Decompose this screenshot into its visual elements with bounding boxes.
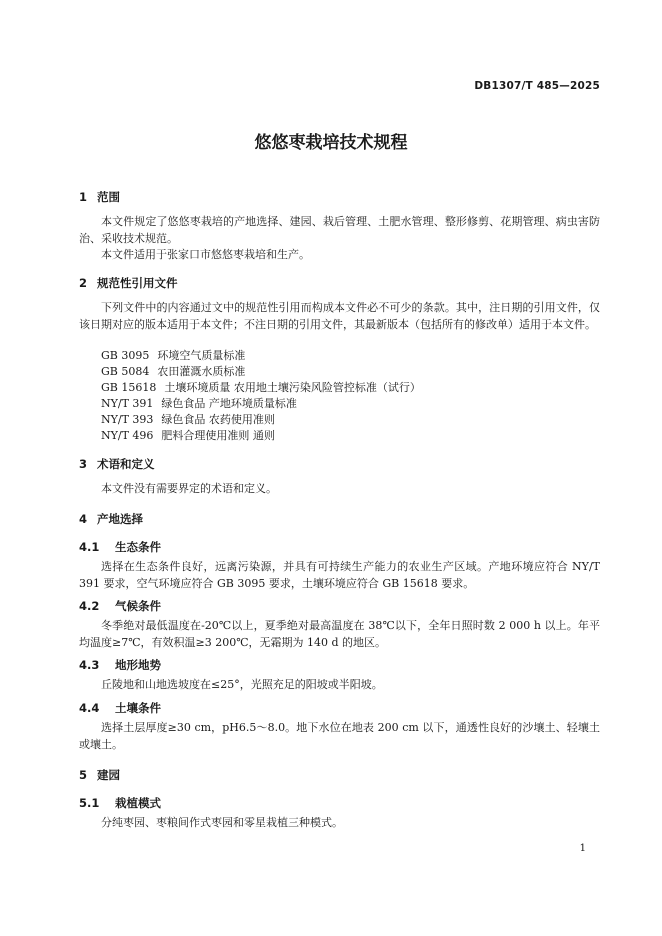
paragraph: 分纯枣园、枣粮间作式枣园和零星栽植三种模式。 — [101, 816, 343, 829]
reference-item — [101, 348, 245, 365]
section-heading-2 — [79, 275, 178, 291]
reference-item — [101, 396, 297, 413]
document-code: DB1307/T 485—2025 — [474, 80, 600, 92]
reference-title: 绿色食品 产地环境质量标准 — [161, 397, 297, 410]
subsection-heading-4-2 — [79, 598, 161, 614]
reference-title: 绿色食品 农药使用准则 — [161, 413, 275, 426]
section-title: 规范性引用文件 — [97, 276, 178, 290]
section-heading-4 — [79, 511, 143, 527]
reference-code: NY/T 393 — [101, 413, 154, 426]
section-number: 3 — [79, 457, 88, 471]
document-title: 悠悠枣栽培技术规程 — [254, 133, 408, 153]
reference-title: 环境空气质量标准 — [157, 349, 246, 362]
subsection-title: 生态条件 — [115, 540, 161, 554]
paragraph: 选择土层厚度≥30 cm，pH6.5～8.0。地下水位在地表 200 cm 以下，通透性良好的沙壤土、轻壤土或壤土。 — [79, 721, 600, 751]
reference-title: 土壤环境质量 农用地土壤污染风险管控标准（试行） — [164, 381, 421, 394]
subsection-title: 土壤条件 — [115, 701, 161, 715]
reference-code: GB 3095 — [101, 349, 150, 362]
paragraph: 本文件没有需要界定的术语和定义。 — [101, 482, 277, 495]
subsection-number: 4.1 — [79, 540, 100, 554]
subsection-heading-5-1 — [79, 795, 161, 811]
section-heading-1 — [79, 189, 120, 205]
subsection-title: 气候条件 — [115, 599, 161, 613]
subsection-number: 4.4 — [79, 701, 100, 715]
subsection-number: 4.3 — [79, 658, 100, 672]
subsection-number: 4.2 — [79, 599, 100, 613]
subsection-heading-4-3 — [79, 657, 161, 673]
section-heading-3 — [79, 456, 155, 472]
section-number: 4 — [79, 512, 88, 526]
section-number: 2 — [79, 276, 88, 290]
section-title: 范围 — [97, 190, 120, 204]
reference-code: GB 15618 — [101, 381, 157, 394]
reference-title: 农田灌溉水质标准 — [157, 365, 246, 378]
reference-item — [101, 428, 275, 445]
paragraph: 本文件规定了悠悠枣栽培的产地选择、建园、栽后管理、土肥水管理、整形修剪、花期管理、病虫害防治、采收技术规范。 — [79, 215, 600, 245]
paragraph: 丘陵地和山地选坡度在≤25°，光照充足的阳坡或半阳坡。 — [101, 678, 383, 691]
section-title: 术语和定义 — [97, 457, 155, 471]
subsection-title: 地形地势 — [115, 658, 161, 672]
subsection-title: 栽植模式 — [115, 796, 161, 810]
paragraph: 下列文件中的内容通过文中的规范性引用而构成本文件必不可少的条款。其中，注日期的引用文件，仅该日期对应的版本适用于本文件；不注日期的引用文件，其最新版本（包括所有的修改单）适用于本文件。 — [79, 301, 600, 331]
reference-item — [101, 412, 275, 429]
section-number: 5 — [79, 768, 88, 782]
section-title: 产地选择 — [97, 512, 143, 526]
reference-title: 肥料合理使用准则 通则 — [161, 429, 275, 442]
paragraph: 冬季绝对最低温度在-20℃以上，夏季绝对最高温度在 38℃以下，全年日照时数 2 000 h 以上。年平均温度≥7℃，有效积温≥3 200℃，无霜期为 140 d 的地区。 — [79, 619, 600, 649]
subsection-number: 5.1 — [79, 796, 100, 810]
reference-item — [101, 364, 245, 381]
reference-code: NY/T 496 — [101, 429, 154, 442]
subsection-heading-4-1 — [79, 539, 161, 555]
section-title: 建园 — [97, 768, 120, 782]
subsection-heading-4-4 — [79, 700, 161, 716]
section-number: 1 — [79, 190, 88, 204]
reference-code: GB 5084 — [101, 365, 150, 378]
page-number: 1 — [579, 843, 586, 854]
paragraph: 本文件适用于张家口市悠悠枣栽培和生产。 — [101, 248, 310, 261]
section-heading-5 — [79, 767, 120, 783]
reference-code: NY/T 391 — [101, 397, 154, 410]
reference-item — [101, 380, 421, 397]
paragraph: 选择在生态条件良好，远离污染源，并具有可持续生产能力的农业生产区域。产地环境应符合 NY/T 391 要求，空气环境应符合 GB 3095 要求，土壤环境应符合 GB 15618 要求。 — [79, 560, 600, 590]
